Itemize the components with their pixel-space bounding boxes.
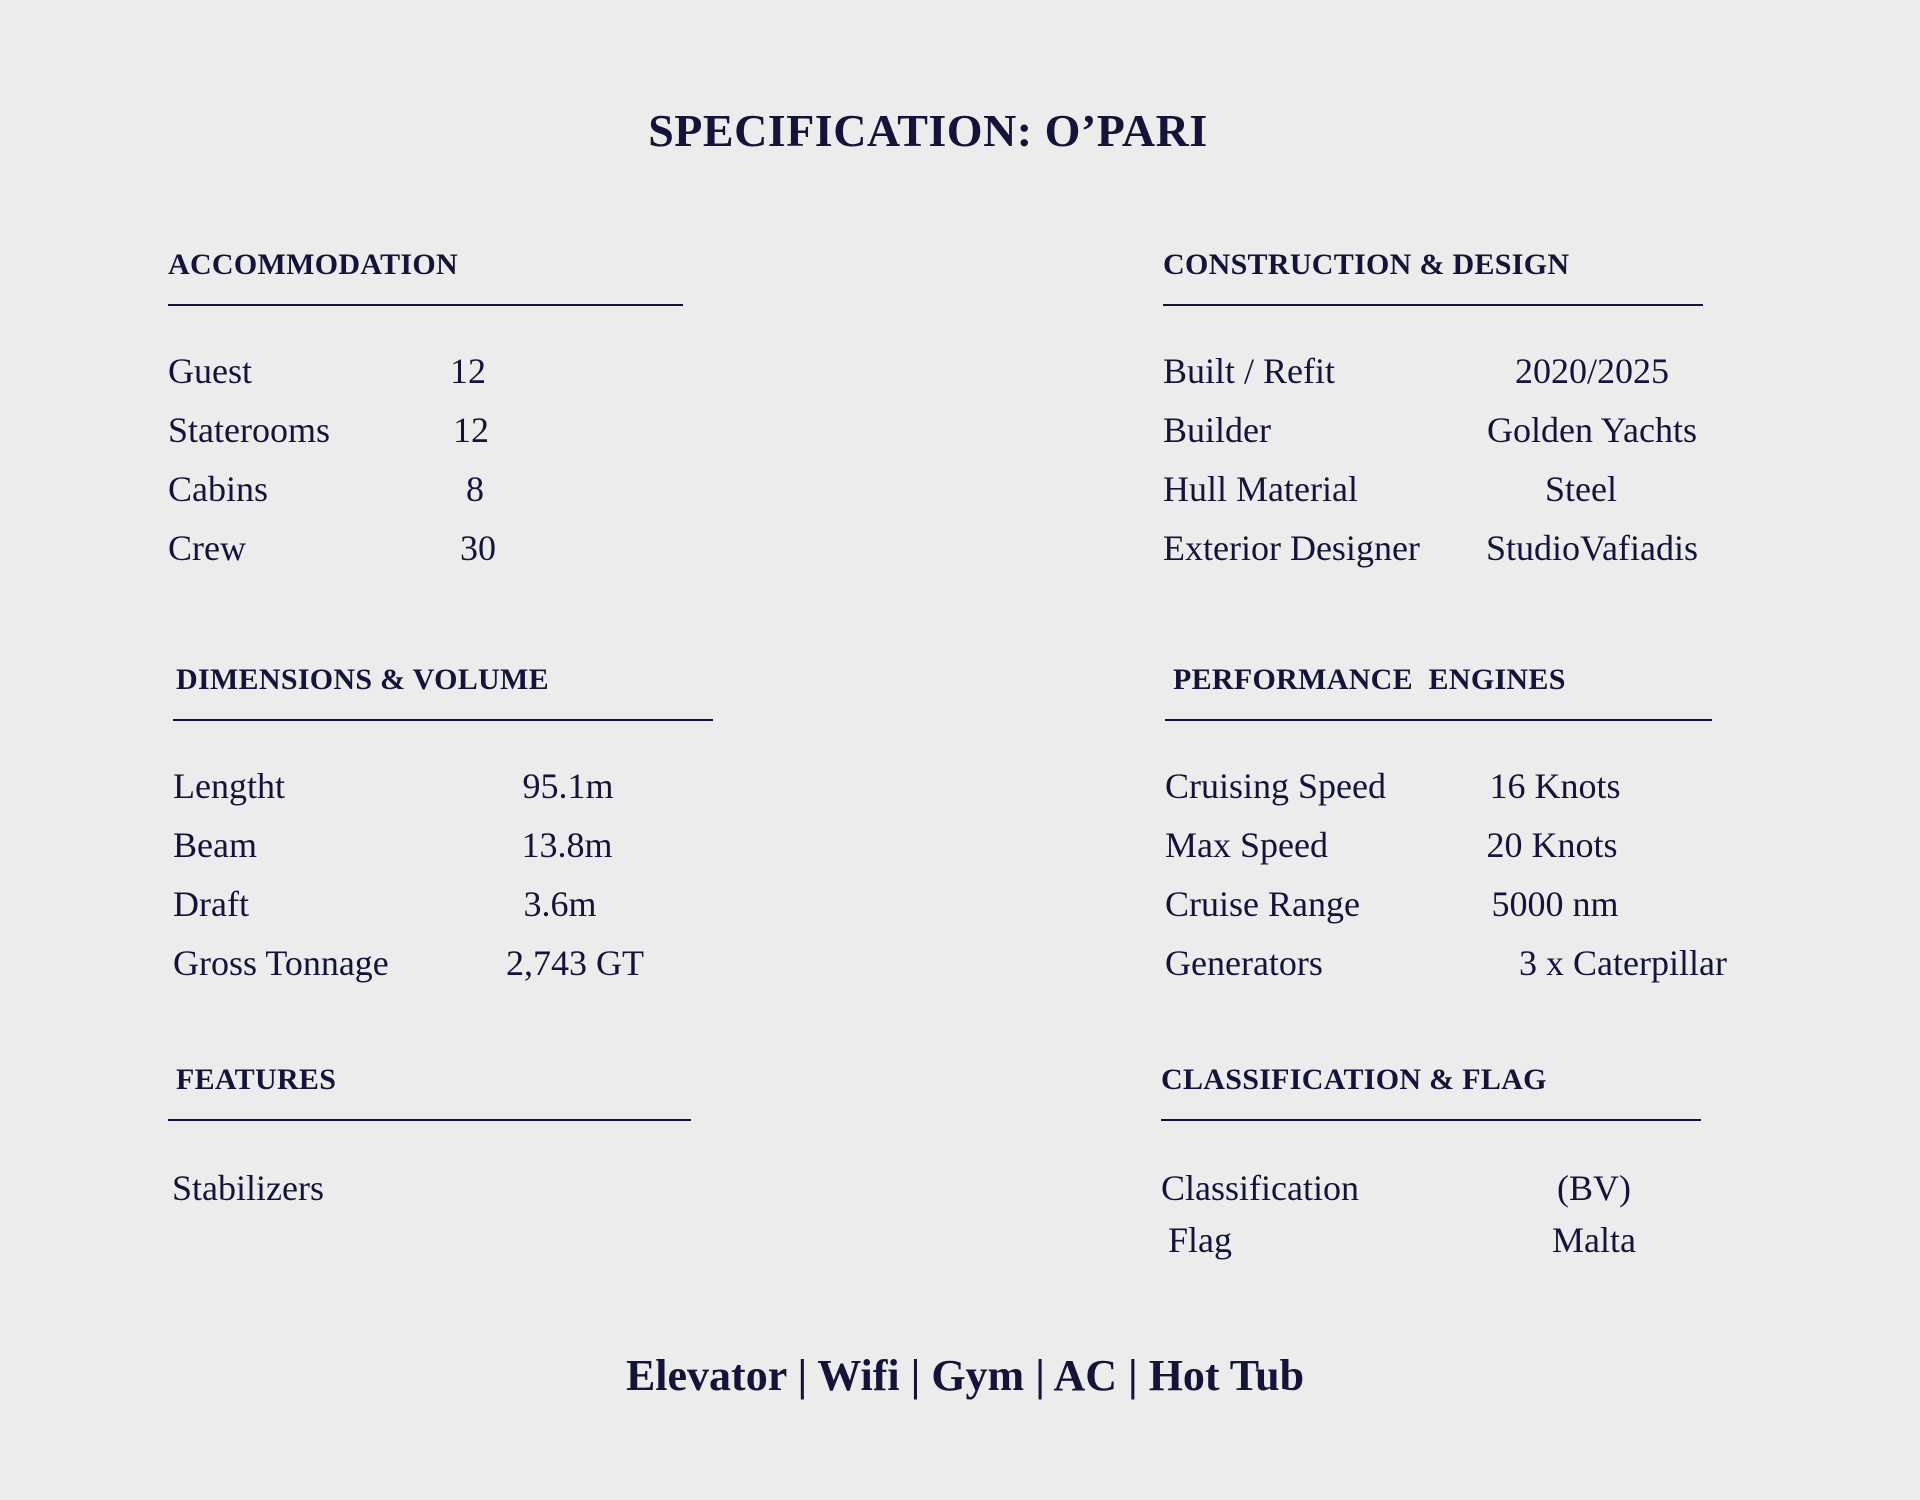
spec-row-built-refit bbox=[1163, 350, 1703, 409]
spec-value: (BV) bbox=[1557, 1168, 1631, 1208]
spec-value: Golden Yachts bbox=[1486, 410, 1698, 450]
spec-label: Gross Tonnage bbox=[173, 943, 389, 983]
spec-label: Builder bbox=[1163, 410, 1271, 450]
spec-label: Built / Refit bbox=[1163, 351, 1336, 391]
spec-row-staterooms bbox=[168, 409, 683, 468]
feature-label: Stabilizers bbox=[172, 1168, 324, 1208]
spec-value: 12 bbox=[453, 410, 489, 450]
page-title: SPECIFICATION: O’PARI bbox=[648, 105, 1208, 156]
spec-row-guest bbox=[168, 350, 683, 409]
spec-label: Flag bbox=[1168, 1220, 1233, 1260]
spec-label: Max Speed bbox=[1165, 825, 1328, 865]
spec-row-beam bbox=[173, 824, 710, 883]
spec-value: 5000 nm bbox=[1491, 884, 1619, 924]
accommodation-heading: ACCOMMODATION bbox=[168, 248, 683, 306]
spec-value: 30 bbox=[460, 528, 496, 568]
spec-row-crew bbox=[168, 527, 683, 586]
classification-section bbox=[1161, 1063, 1701, 1278]
spec-label: Cabins bbox=[168, 469, 269, 509]
spec-row-gross-tonnage bbox=[173, 942, 710, 1001]
spec-row-cruise-range bbox=[1165, 883, 1704, 942]
spec-label: Generators bbox=[1165, 943, 1323, 983]
spec-row-max-speed bbox=[1165, 824, 1704, 883]
construction-heading: CONSTRUCTION & DESIGN bbox=[1163, 248, 1703, 306]
spec-value: 13.8m bbox=[521, 825, 613, 865]
accommodation-section bbox=[168, 248, 683, 586]
spec-label: Guest bbox=[168, 351, 252, 391]
features-section bbox=[168, 1063, 683, 1226]
amenities-line: Elevator | Wifi | Gym | AC | Hot Tub bbox=[625, 1351, 1305, 1400]
spec-value: StudioVafiadis bbox=[1486, 528, 1698, 568]
spec-label: Lengtht bbox=[173, 766, 285, 806]
spec-value: 2,743 GT bbox=[506, 943, 644, 983]
spec-value: 12 bbox=[450, 351, 486, 391]
spec-row-cruising-speed bbox=[1165, 765, 1704, 824]
classification-heading: CLASSIFICATION & FLAG bbox=[1161, 1063, 1701, 1121]
spec-label: Hull Material bbox=[1163, 469, 1358, 509]
spec-row-exterior-designer bbox=[1163, 527, 1703, 586]
spec-row-classification bbox=[1161, 1167, 1701, 1219]
spec-row-builder bbox=[1163, 409, 1703, 468]
spec-value: Malta bbox=[1552, 1220, 1636, 1260]
spec-label: Beam bbox=[173, 825, 257, 865]
spec-value: 95.1m bbox=[522, 766, 614, 806]
construction-section bbox=[1163, 248, 1703, 586]
spec-row-cabins bbox=[168, 468, 683, 527]
spec-value: 2020/2025 bbox=[1514, 351, 1670, 391]
spec-label: Exterior Designer bbox=[1163, 528, 1420, 568]
spec-label: Cruise Range bbox=[1165, 884, 1360, 924]
spec-value: 20 Knots bbox=[1486, 825, 1618, 865]
spec-value: 3.6m bbox=[523, 884, 597, 924]
accommodation-list bbox=[168, 350, 683, 586]
spec-label: Cruising Speed bbox=[1165, 766, 1386, 806]
dimensions-section bbox=[173, 663, 710, 1001]
features-list bbox=[168, 1167, 683, 1226]
spec-label: Draft bbox=[173, 884, 249, 924]
performance-list bbox=[1165, 765, 1727, 1001]
dimensions-list bbox=[173, 765, 710, 1001]
spec-label: Crew bbox=[168, 528, 246, 568]
spec-row-hull-material bbox=[1163, 468, 1703, 527]
classification-list bbox=[1161, 1167, 1701, 1278]
spec-row-flag bbox=[1161, 1219, 1701, 1278]
spec-row-generators bbox=[1165, 942, 1727, 1001]
features-heading: FEATURES bbox=[168, 1063, 691, 1121]
spec-value: 16 Knots bbox=[1489, 766, 1621, 806]
performance-heading: PERFORMANCE ENGINES bbox=[1165, 663, 1712, 721]
spec-row-draft bbox=[173, 883, 710, 942]
spec-value: 3 x Caterpillar bbox=[1519, 943, 1727, 983]
dimensions-heading: DIMENSIONS & VOLUME bbox=[173, 663, 713, 721]
performance-section bbox=[1165, 663, 1727, 1001]
construction-list bbox=[1163, 350, 1703, 586]
spec-value: Steel bbox=[1545, 469, 1617, 509]
feature-item bbox=[168, 1167, 683, 1226]
spec-label: Classification bbox=[1161, 1168, 1359, 1208]
spec-value: 8 bbox=[466, 469, 484, 509]
spec-label: Staterooms bbox=[168, 410, 330, 450]
spec-row-length bbox=[173, 765, 710, 824]
